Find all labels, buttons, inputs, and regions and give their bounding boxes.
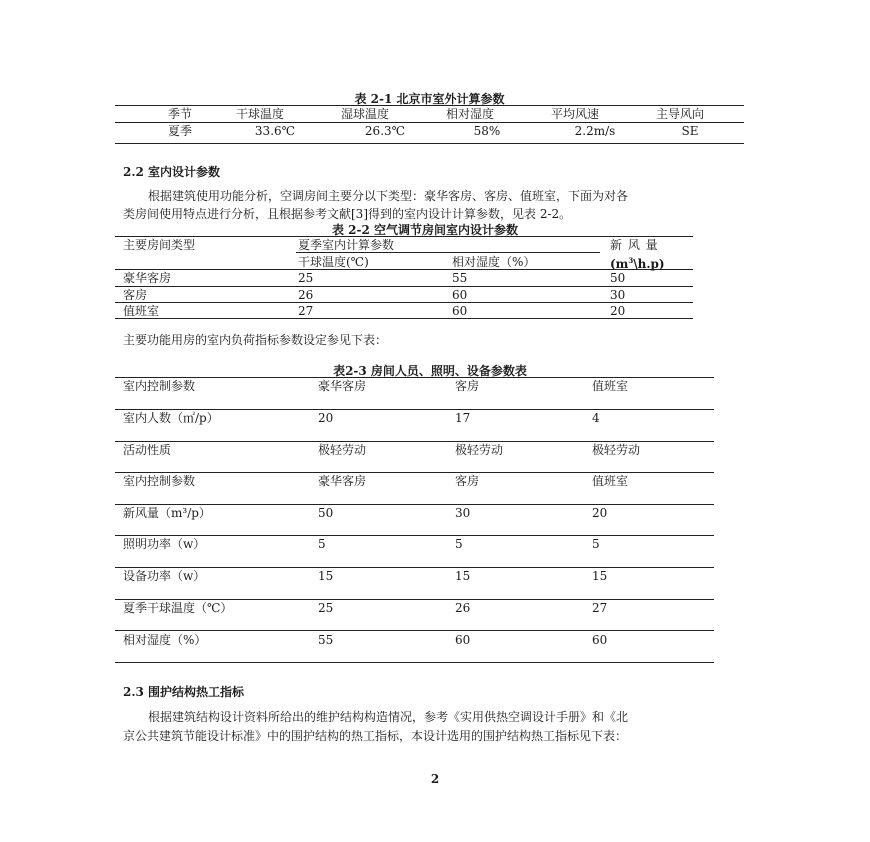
- table-2-1-header: 相对湿度: [445, 107, 494, 121]
- table-2-2-cell: 值班室: [123, 304, 160, 318]
- table-2-1-header: 季节: [167, 107, 192, 121]
- table-2-2-cell: 30: [610, 288, 626, 302]
- table-2-3-cell: 极轻劳动: [455, 443, 504, 457]
- table-2-3-cell: 17: [455, 411, 471, 425]
- table-2-3-top-rule: [115, 377, 714, 378]
- table-2-3-cell: 20: [318, 411, 334, 425]
- table-2-1-mid-rule: [115, 122, 744, 123]
- table-2-2-cell: 25: [298, 271, 314, 285]
- table-2-1-cell: SE: [681, 124, 699, 138]
- table-2-3-cell: 15: [455, 569, 471, 583]
- table-2-2-cell: 豪华客房: [123, 271, 172, 285]
- table-2-3-cell: 极轻劳动: [318, 443, 367, 457]
- table-2-3-cell: 15: [318, 569, 334, 583]
- table-2-1-header: 平均风速: [550, 107, 599, 121]
- table-2-3-cell: 客房: [455, 379, 480, 393]
- table-2-3-cell: 极轻劳动: [592, 443, 641, 457]
- table-2-1-top-rule: [115, 105, 744, 106]
- table-2-2-bottom-rule: [115, 318, 693, 319]
- table-2-1-cell: 2.2m/s: [574, 124, 616, 138]
- table-2-3-cell: 豪华客房: [318, 474, 367, 488]
- table-2-3-cell: 值班室: [592, 474, 629, 488]
- table-2-3-row-rule: [115, 472, 714, 473]
- table-2-2-cell: 50: [610, 271, 626, 285]
- table-2-2-caption: 表 2-2 空气调节房间室内设计参数: [331, 223, 519, 237]
- table-2-2-row-rule: [115, 302, 693, 303]
- table-2-3-cell: 值班室: [592, 379, 629, 393]
- table-2-1-header: 湿球温度: [340, 107, 389, 121]
- table-2-3-cell: 室内人数（㎡/p）: [123, 411, 219, 425]
- table-2-1-bottom-rule: [115, 143, 744, 144]
- table-2-3-row-rule: [115, 599, 714, 600]
- table-2-2-cell: 55: [452, 271, 468, 285]
- section-2-3-paragraph-line: 根据建筑结构设计资料所给出的维护结构构造情况，参考《实用供热空调设计手册》和《北: [148, 710, 629, 724]
- table-2-2-sub-rule: [296, 252, 600, 253]
- table-2-3-cell: 照明功率（w）: [123, 537, 206, 551]
- table-2-2-row-rule: [115, 286, 693, 287]
- table-2-3-cell: 5: [592, 537, 600, 551]
- section-2-3-title: 2.3 围护结构热工指标: [123, 685, 245, 699]
- table-2-1-cell: 58%: [473, 124, 501, 138]
- table-2-2-header-dry-bulb: 干球温度(℃): [298, 255, 369, 269]
- table-2-3-bottom-rule: [115, 662, 714, 663]
- table-2-3-cell: 5: [318, 537, 326, 551]
- table-2-1-header: 干球温度: [235, 107, 284, 121]
- table-2-3-cell: 25: [318, 601, 334, 615]
- table-2-2-cell: 客房: [123, 288, 148, 302]
- table-2-3-intro: 主要功能用房的室内负荷指标参数设定参见下表：: [123, 333, 388, 347]
- table-2-3-cell: 设备功率（w）: [123, 569, 206, 583]
- table-2-3-cell: 20: [592, 506, 608, 520]
- table-2-3-cell: 4: [592, 411, 600, 425]
- table-2-1-cell: 33.6℃: [254, 124, 296, 138]
- table-2-2-header-rule: [115, 269, 693, 270]
- table-2-3-cell: 15: [592, 569, 608, 583]
- table-2-2-top-rule: [115, 236, 693, 237]
- table-2-2-cell: 60: [452, 288, 468, 302]
- table-2-2-header-summer: 夏季室内计算参数: [298, 238, 395, 252]
- section-2-2-paragraph-line: 类房间使用特点进行分析，且根据参考文献[3]得到的室内设计计算参数，见表 2-2。: [123, 207, 572, 221]
- table-2-3-cell: 活动性质: [123, 443, 172, 457]
- section-2-2-title: 2.2 室内设计参数: [123, 165, 221, 179]
- table-2-2-cell: 60: [452, 304, 468, 318]
- table-2-3-cell: 相对湿度（%）: [123, 633, 207, 647]
- table-2-3-cell: 5: [455, 537, 463, 551]
- table-2-3-cell: 55: [318, 633, 334, 647]
- table-2-3-row-rule: [115, 504, 714, 505]
- table-2-2-header-type: 主要房间类型: [123, 238, 196, 252]
- table-2-3-cell: 30: [455, 506, 471, 520]
- table-2-3-row-rule: [115, 567, 714, 568]
- table-2-3-cell: 50: [318, 506, 334, 520]
- table-2-3-cell: 室内控制参数: [123, 379, 196, 393]
- table-2-2-header-fresh-air: 新 风 量: [610, 238, 659, 252]
- page-number: 2: [430, 772, 440, 786]
- table-2-1-caption: 表 2-1 北京市室外计算参数: [354, 92, 505, 106]
- table-2-1-cell: 夏季: [167, 124, 192, 138]
- table-2-3-row-rule: [115, 409, 714, 410]
- table-2-2-header-rh: 相对湿度（%）: [452, 255, 536, 269]
- table-2-2-header-fresh-air-unit: $(m^3\backslash h.p)$: [610, 256, 665, 271]
- section-2-3-paragraph-line: 京公共建筑节能设计标准》中的围护结构的热工指标，本设计选用的围护结构热工指标见下表：: [123, 729, 628, 743]
- table-2-2-cell: 20: [610, 304, 626, 318]
- table-2-1-header: 主导风向: [655, 107, 704, 121]
- table-2-3-row-rule: [115, 441, 714, 442]
- table-2-3-cell: 26: [455, 601, 471, 615]
- table-2-3-row-rule: [115, 535, 714, 536]
- table-2-3-caption: 表2-3 房间人员、照明、设备参数表: [333, 364, 527, 378]
- table-2-1-cell: 26.3℃: [364, 124, 406, 138]
- table-2-3-cell: 客房: [455, 474, 480, 488]
- table-2-3-cell: 夏季干球温度（℃）: [123, 601, 233, 615]
- table-2-3-cell: 豪华客房: [318, 379, 367, 393]
- table-2-3-cell: 27: [592, 601, 608, 615]
- table-2-2-cell: 26: [298, 288, 314, 302]
- table-2-3-cell: 60: [592, 633, 608, 647]
- table-2-2-cell: 27: [298, 304, 314, 318]
- table-2-3-cell: 新风量（m³/p）: [123, 506, 211, 520]
- table-2-3-cell: 60: [455, 633, 471, 647]
- section-2-2-paragraph-line: 根据建筑使用功能分析，空调房间主要分以下类型：豪华客房、客房、值班室，下面为对各: [148, 189, 629, 203]
- table-2-3-cell: 室内控制参数: [123, 474, 196, 488]
- table-2-3-row-rule: [115, 630, 714, 631]
